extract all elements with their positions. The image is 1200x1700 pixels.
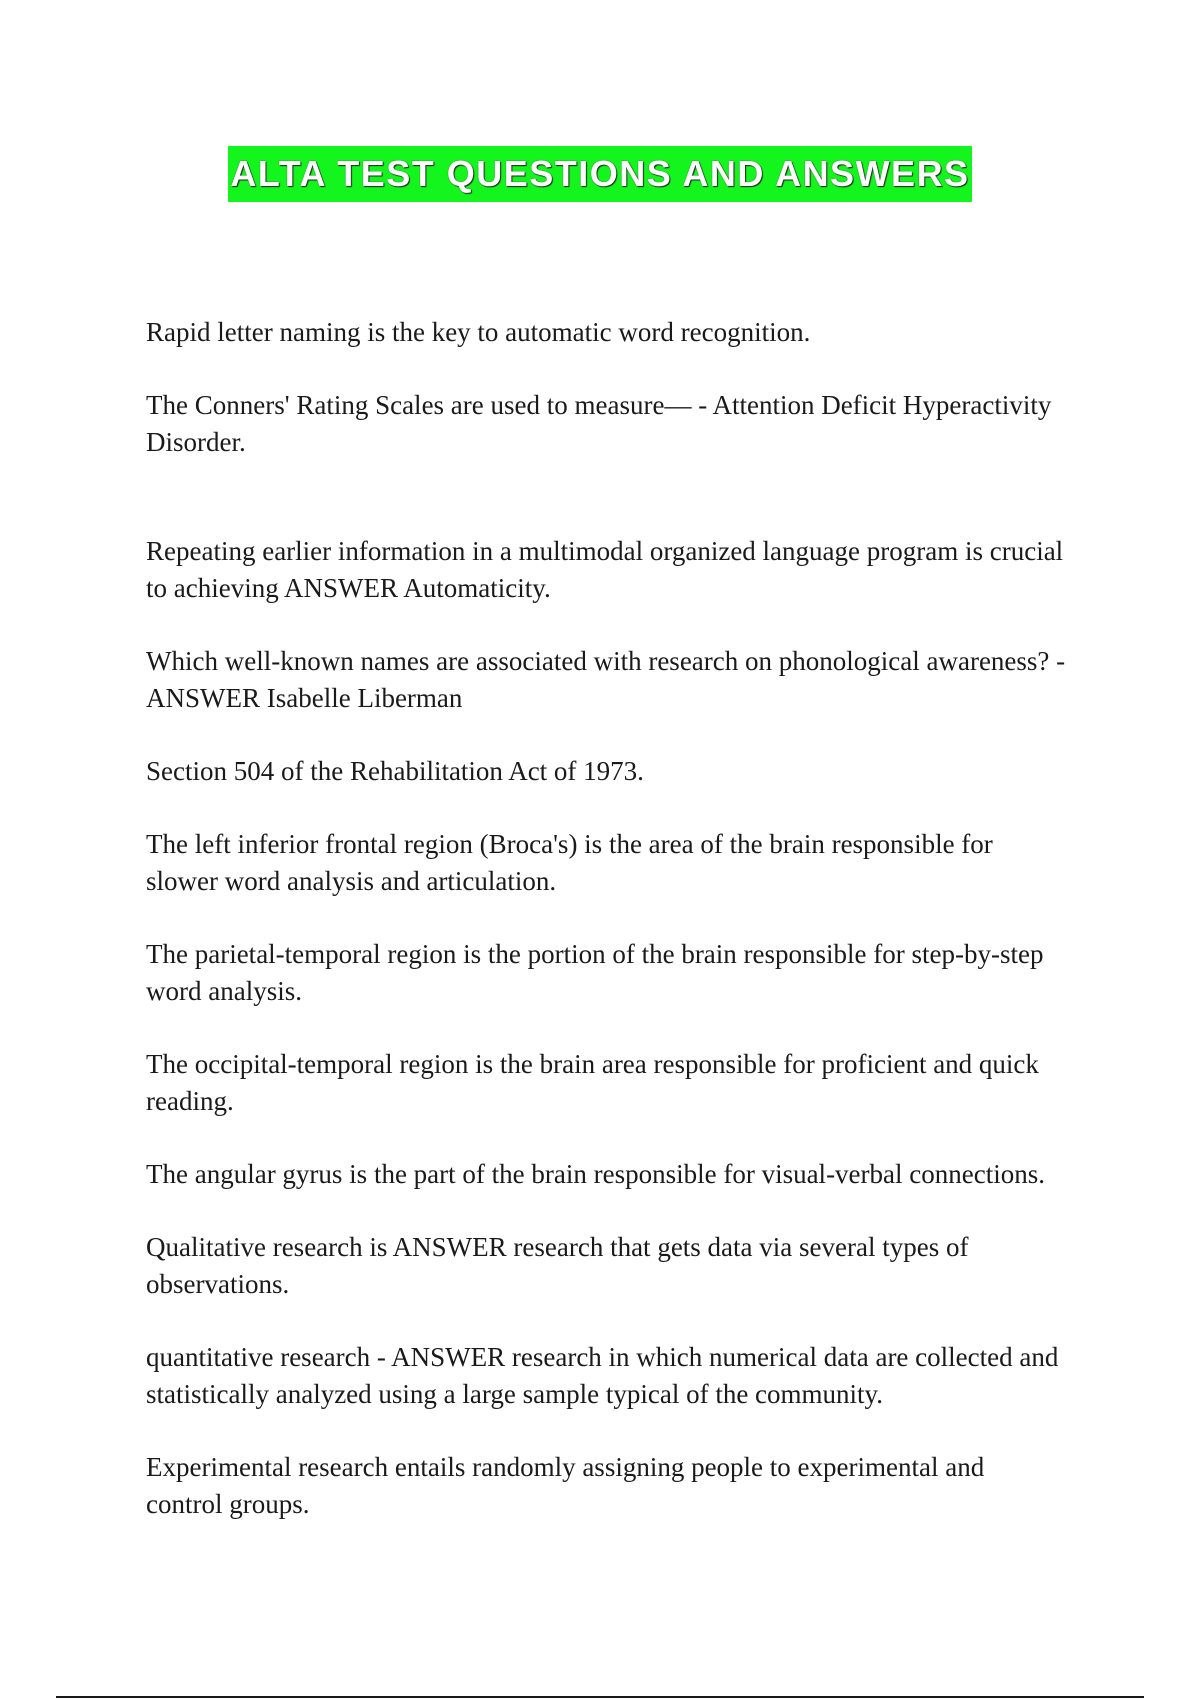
paragraph-section-504: Section 504 of the Rehabilitation Act of 1973.	[146, 756, 644, 786]
document-body	[146, 314, 1066, 1559]
paragraph-angular-gyrus: The angular gyrus is the part of the brain responsible for visual-verbal connections.	[146, 1159, 1045, 1189]
paragraph-parietal-temporal: The parietal-temporal region is the portion of the brain responsible for step-by-step word analysis.	[146, 939, 1044, 1006]
paragraph-broca-region: The left inferior frontal region (Broca's) is the area of the brain responsible for slower word analysis and articulation.	[146, 829, 993, 896]
paragraph-rapid-letter-naming: Rapid letter naming is the key to automatic word recognition.	[146, 317, 811, 347]
footer-divider	[56, 1696, 1144, 1698]
paragraph-phonological-awareness: Which well-known names are associated with research on phonological awareness? - ANSWER Isabelle Liberman	[146, 646, 1066, 713]
title-banner	[0, 146, 1200, 202]
paragraph-experimental-research: Experimental research entails randomly assigning people to experimental and control groups.	[146, 1452, 985, 1519]
paragraph-qualitative-research: Qualitative research is ANSWER research that gets data via several types of observations.	[146, 1232, 969, 1299]
paragraph-automaticity: Repeating earlier information in a multimodal organized language program is crucial to achieving ANSWER Automaticity.	[146, 536, 1064, 603]
document-title: ALTA TEST QUESTIONS AND ANSWERS	[228, 146, 971, 202]
paragraph-conners-rating-scales: The Conners' Rating Scales are used to measure— - Attention Deficit Hyperactivity Disorder.	[146, 390, 1052, 457]
paragraph-quantitative-research: quantitative research - ANSWER research in which numerical data are collected and statistically analyzed using a large sample typical of the community.	[146, 1342, 1059, 1409]
paragraph-occipital-temporal: The occipital-temporal region is the brain area responsible for proficient and quick reading.	[146, 1049, 1039, 1116]
